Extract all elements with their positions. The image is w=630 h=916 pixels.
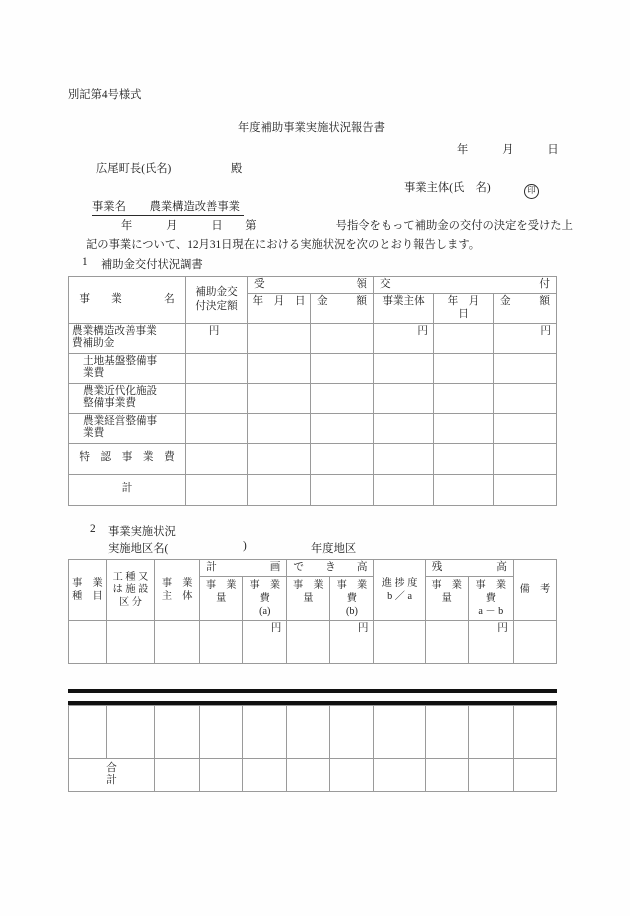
grand-total-label xyxy=(69,759,170,792)
row-5-cell-1[interactable] xyxy=(248,474,311,505)
yen-unit: 円 xyxy=(417,325,428,337)
row-4-cell-5[interactable] xyxy=(494,443,557,474)
row-0-cell-0[interactable] xyxy=(186,323,248,353)
td-plan-quantity[interactable] xyxy=(200,621,243,664)
row-1-cell-4[interactable] xyxy=(434,353,494,383)
th-group-received-right: 領 xyxy=(356,279,367,290)
tot-remain-cost-ab[interactable] xyxy=(468,759,513,792)
row-3-cell-5[interactable] xyxy=(494,413,557,443)
row-label-text: 計 xyxy=(121,482,133,494)
tot-plan-cost-a[interactable] xyxy=(243,759,287,792)
table2-entry-row[interactable] xyxy=(69,621,557,664)
grand-total-label-text: 合 計 xyxy=(106,762,170,786)
row-label-text: 土地基盤整備事 業費 xyxy=(83,355,158,380)
th-received-date xyxy=(248,294,311,324)
th2-work-class-lines: 工 種 又 は 施 設 区 分 xyxy=(112,571,149,608)
th-project-name-label: 事 業 名 xyxy=(79,293,175,305)
tot-progress[interactable] xyxy=(374,759,425,792)
tot-remain-quantity[interactable] xyxy=(425,759,468,792)
td-done-quantity[interactable] xyxy=(287,621,330,664)
subsidy-grant-table xyxy=(68,276,557,506)
th-decision-amount xyxy=(186,277,248,324)
yen-unit: 円 xyxy=(208,325,220,337)
row-1-cell-0[interactable] xyxy=(186,353,248,383)
submitter-label: 事業主体(氏 名) xyxy=(404,182,491,194)
td2-plan-quantity[interactable] xyxy=(200,706,243,759)
th2-plan-cost-a xyxy=(243,577,287,621)
project-name-row xyxy=(92,198,244,216)
table-row xyxy=(69,323,557,353)
row-label-text: 農業近代化施設 整備事業費 xyxy=(83,385,158,410)
addressee-honorific: 殿 xyxy=(231,163,243,175)
implementation-total-table xyxy=(68,705,557,792)
th-received-date-label: 年 月 日 xyxy=(252,296,306,308)
th2-remarks-label: 備 考 xyxy=(519,584,551,596)
form-number: 別記第4号様式 xyxy=(68,89,142,101)
table-row xyxy=(69,353,557,383)
th2-done-quantity xyxy=(287,577,330,621)
table-row xyxy=(69,443,557,474)
td2-remarks[interactable] xyxy=(513,706,556,759)
row-label-1 xyxy=(69,353,186,383)
table-row xyxy=(69,413,557,443)
row-label-text: 農業経営整備事 業費 xyxy=(83,415,158,440)
implementation-status-table xyxy=(68,559,557,664)
row-3-cell-0[interactable] xyxy=(186,413,248,443)
th2-done-cost-b-lines: 事 業 費 (b) xyxy=(336,580,368,617)
td-work-class[interactable] xyxy=(106,621,154,664)
project-name-value: 農業構造改善事業 xyxy=(149,201,240,213)
th-group-granted xyxy=(374,277,557,294)
section2-number: 2 xyxy=(90,523,96,535)
th-group-received xyxy=(248,277,374,294)
district-close-paren: ) xyxy=(243,540,247,552)
th-decision-amount-line2: 付決定額 xyxy=(195,300,238,312)
order-line: 年 月 日 第 号指令をもって補助金の交付の決定を受けた上 xyxy=(121,220,573,232)
th2-plan-quantity xyxy=(200,577,243,621)
row-0-cell-5[interactable] xyxy=(494,323,557,353)
row-5-cell-0[interactable] xyxy=(186,474,248,505)
th-granted-amount-left: 金 xyxy=(500,296,511,308)
th2-entity xyxy=(155,560,200,621)
row-5-cell-5[interactable] xyxy=(494,474,557,505)
row-4-cell-0[interactable] xyxy=(186,443,248,474)
td2-entity[interactable] xyxy=(155,706,200,759)
yen-unit: 円 xyxy=(540,325,552,337)
th2-progress-lines: 進 捗 度 b ／ a xyxy=(381,577,418,602)
th2-remain-cost-ab xyxy=(468,577,513,621)
row-5-cell-4[interactable] xyxy=(434,474,494,505)
row-label-5 xyxy=(69,474,186,505)
td-remain-cost-ab[interactable] xyxy=(468,621,513,664)
th2-group-done-mid: き xyxy=(325,562,336,573)
tot-plan-quantity[interactable] xyxy=(200,759,243,792)
tot-done-cost-b[interactable] xyxy=(330,759,374,792)
td-remain-quantity[interactable] xyxy=(425,621,468,664)
td2-plan-cost-a[interactable] xyxy=(243,706,287,759)
th2-group-remain xyxy=(425,560,513,577)
td2-progress[interactable] xyxy=(374,706,425,759)
th-granted-amount-right: 額 xyxy=(539,296,551,308)
th2-progress xyxy=(374,560,425,621)
grand-total-row xyxy=(69,759,557,792)
row-0-cell-2[interactable] xyxy=(311,323,374,353)
td-done-cost-b[interactable] xyxy=(330,621,374,664)
row-3-cell-3[interactable] xyxy=(374,413,434,443)
th2-group-remain-right: 高 xyxy=(496,562,507,573)
th-granted-date-label: 年 月 日 xyxy=(447,296,490,320)
th2-remain-cost-ab-lines: 事 業 費 a － b xyxy=(475,580,507,617)
row-3-cell-1[interactable] xyxy=(248,413,311,443)
th-received-amount-left: 金 xyxy=(317,296,328,308)
th2-group-plan-right: 画 xyxy=(269,562,281,573)
row-4-cell-3[interactable] xyxy=(374,443,434,474)
th-group-granted-left: 交 xyxy=(380,279,391,290)
table2-bottom-rule xyxy=(68,689,557,693)
section1-heading: 補助金交付状況調書 xyxy=(101,259,203,271)
td-entity[interactable] xyxy=(155,621,200,664)
date-line: 年 月 日 xyxy=(457,144,559,156)
row-1-cell-5[interactable] xyxy=(494,353,557,383)
th2-remarks xyxy=(513,560,556,621)
th-decision-amount-line1: 補助金交 xyxy=(195,286,238,298)
yen-unit-done: 円 xyxy=(357,623,369,635)
th-granted-date xyxy=(434,294,494,324)
th-group-granted-right: 付 xyxy=(539,279,551,290)
seal-icon xyxy=(524,178,539,199)
th2-group-done-right: 高 xyxy=(356,562,368,573)
th2-group-done xyxy=(287,560,374,577)
row-label-3 xyxy=(69,413,186,443)
th2-project-type-lines: 事 業 種 目 xyxy=(72,577,103,602)
th2-plan-cost-a-lines: 事 業 費 (a) xyxy=(249,580,281,617)
th-received-amount xyxy=(311,294,374,324)
th2-done-quantity-lines: 事 業 量 xyxy=(293,580,324,604)
section1-number: 1 xyxy=(82,256,88,268)
row-1-cell-2[interactable] xyxy=(311,353,374,383)
row-2-cell-5[interactable] xyxy=(494,383,557,413)
body-line: 記の事業について、12月31日現在における実施状況を次のとおり報告します。 xyxy=(86,239,481,251)
th-granted-entity xyxy=(374,294,434,324)
th2-group-plan xyxy=(200,560,287,577)
th-project-name xyxy=(69,277,186,324)
th2-work-class xyxy=(106,560,154,621)
table-row xyxy=(69,383,557,413)
th-group-received-left: 受 xyxy=(254,279,265,290)
row-label-text: 特 認 事 業 費 xyxy=(79,451,175,463)
table2-header-row-1 xyxy=(69,560,557,577)
tot-done-quantity[interactable] xyxy=(287,759,330,792)
row-2-cell-1[interactable] xyxy=(248,383,311,413)
th2-remain-quantity xyxy=(425,577,468,621)
row-label-text: 農業構造改善事業 費補助金 xyxy=(72,325,157,350)
district-suffix: 年度地区 xyxy=(311,543,357,555)
row-3-cell-4[interactable] xyxy=(434,413,494,443)
row-1-cell-3[interactable] xyxy=(374,353,434,383)
td-progress[interactable] xyxy=(374,621,425,664)
row-label-0 xyxy=(69,323,186,353)
row-2-cell-0[interactable] xyxy=(186,383,248,413)
row-1-cell-1[interactable] xyxy=(248,353,311,383)
tot-remarks[interactable] xyxy=(513,759,556,792)
page-title: 年度補助事業実施状況報告書 xyxy=(238,122,385,134)
td2-done-cost-b[interactable] xyxy=(330,706,374,759)
row-2-cell-2[interactable] xyxy=(311,383,374,413)
row-4-cell-2[interactable] xyxy=(311,443,374,474)
th2-group-plan-left: 計 xyxy=(206,562,217,573)
th2-entity-lines: 事 業 主 体 xyxy=(161,577,193,602)
row-label-2 xyxy=(69,383,186,413)
th2-group-done-left: で xyxy=(293,562,304,573)
th-granted-entity-label: 事業主体 xyxy=(382,296,425,308)
th2-plan-quantity-lines: 事 業 量 xyxy=(205,580,237,604)
row-3-cell-2[interactable] xyxy=(311,413,374,443)
total-entry-row[interactable] xyxy=(69,706,557,759)
district-label: 実施地区名( xyxy=(108,543,169,555)
td-remarks[interactable] xyxy=(513,621,556,664)
table-row xyxy=(69,474,557,505)
seal-glyph: 印 xyxy=(524,184,539,199)
row-2-cell-3[interactable] xyxy=(374,383,434,413)
row-label-4 xyxy=(69,443,186,474)
yen-unit-plan: 円 xyxy=(270,623,282,635)
th2-group-remain-left: 残 xyxy=(431,562,443,573)
addressee: 広尾町長(氏名) xyxy=(96,163,172,175)
row-0-cell-3[interactable] xyxy=(374,323,434,353)
th-received-amount-right: 額 xyxy=(356,296,367,308)
row-5-cell-3[interactable] xyxy=(374,474,434,505)
row-2-cell-4[interactable] xyxy=(434,383,494,413)
td2-remain-quantity[interactable] xyxy=(425,706,468,759)
td2-remain-cost-ab[interactable] xyxy=(468,706,513,759)
project-name-label: 事業名 xyxy=(92,201,126,213)
table1-header-row-1 xyxy=(69,277,557,294)
td2-project-type[interactable] xyxy=(69,706,107,759)
th2-done-cost-b xyxy=(330,577,374,621)
th2-project-type xyxy=(69,560,107,621)
th-granted-amount xyxy=(494,294,557,324)
row-5-cell-2[interactable] xyxy=(311,474,374,505)
row-0-cell-1[interactable] xyxy=(248,323,311,353)
td-project-type[interactable] xyxy=(69,621,107,664)
td2-done-quantity[interactable] xyxy=(287,706,330,759)
th2-remain-quantity-lines: 事 業 量 xyxy=(431,580,462,604)
yen-unit-remain: 円 xyxy=(497,623,508,635)
row-4-cell-1[interactable] xyxy=(248,443,311,474)
section2-heading: 事業実施状況 xyxy=(108,526,176,538)
row-4-cell-4[interactable] xyxy=(434,443,494,474)
td2-work-class[interactable] xyxy=(106,706,154,759)
row-0-cell-4[interactable] xyxy=(434,323,494,353)
td-plan-cost-a[interactable] xyxy=(243,621,287,664)
